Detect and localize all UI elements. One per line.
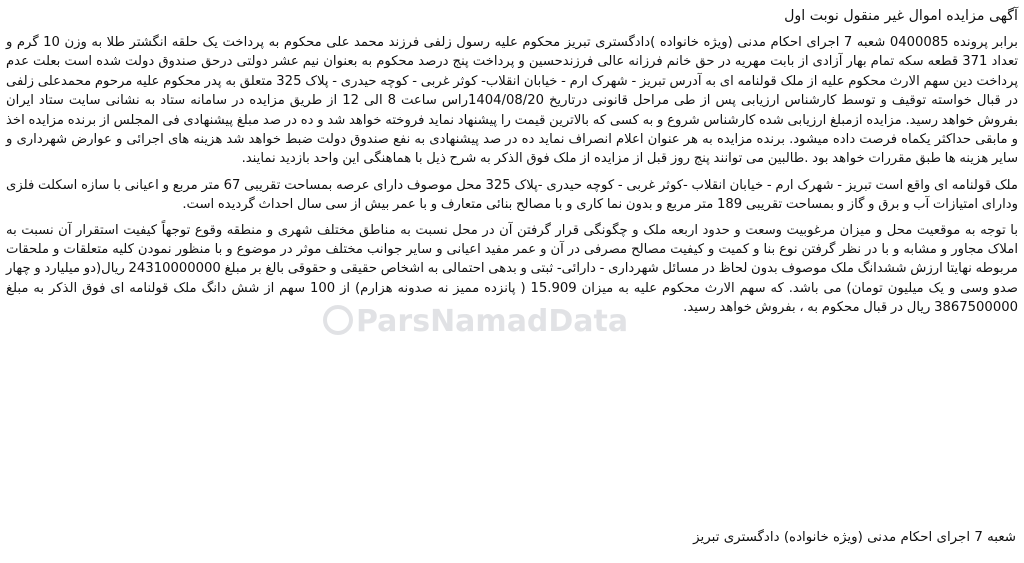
notice-paragraph-property-description: ملک قولنامه ای واقع است تبریز - شهرک ارم - خیابان انقلاب -کوثر غربی - کوچه حیدری -پلاک 325 محل موصوف دارای عرصه بمساحت تقریبی 67 متر مربع و اعیانی با سازه اسکلت فلزی ودارای امتیازات آب و برق و گاز و بمساحت تقریبی 189 متر مربع و بدون نما کاری و با مصالح بنائی متعارف و با عمر بیش از سی سال احداث گردیده است.	[6, 177, 1018, 213]
watermark-text: ParsNamadData	[356, 304, 629, 339]
notice-signature: شعبه 7 اجرای احکام مدنی (ویژه خانواده) دادگستری تبریز	[693, 530, 1016, 545]
notice-title: آگهی مزایده اموال غیر منقول نوبت اول	[784, 8, 1018, 24]
notice-paragraph-valuation: با توجه به موقعیت محل و میزان مرغوبیت وسعت و حدود اربعه ملک و چگونگی قرار گرفتن آن در محل نسبت به مناطق مختلف شهری و منطقه وقوع توجهاً کیفیت استقرار آن نسبت به املاک مجاور و مشابه و با در نظر گرفتن نوع بنا و کمیت و کیفیت مصالح مصرفی در آن و عمر مفید اعیانی و سایر جوانب مختلف موثر در موضوع و با منظور نمودن کلیه متعلقات و ملحقات مربوطه نهایتا ارزش ششدانگ ملک موصوف بدون لحاظ در مسائل شهرداری - دارائی- ثبتی و بدهی احتمالی به اشخاص حقیقی و حقوقی بالغ بر مبلغ 24310000000 ریال(دو میلیارد و چهار صدو وسی و یک میلیون تومان) می باشد. که سهم الارث محکوم علیه به میزان 15.909 ( پانزده ممیز نه صدونه هزارم) از 100 سهم از شش دانگ ملک قولنامه ای فوق الذکر به مبلغ 3867500000 ریال در قبال محکوم به ، بفروش خواهد رسید.	[6, 222, 1018, 316]
notice-paragraph-auction-terms: برابر پرونده 0400085 شعبه 7 اجرای احکام مدنی (ویژه خانواده )دادگستری تبریز محکوم علیه رسول زلفی فرزند محمد علی محکوم به پرداخت یک حلقه انگشتر طلا به وزن 10 گرم و تعداد 371 قطعه سکه تمام بهار آزادی از بابت مهریه در حق خانم فرزانه عالی فرزندحسین و پرداخت پنج درصد محکوم به بعنوان نیم عشر دولتی درحق صندوق دولت شده است بعلت عدم پرداخت دین سهم الارث محکوم علیه از ملک قولنامه ای به آدرس تبریز - شهرک ارم - خیابان انقلاب- کوثر غربی - کوچه حیدری - پلاک 325 متعلق به پدر محکوم علیه مرحوم محمدعلی زلفی در قبال خواسته توقیف و توسط کارشناس ارزیابی پس از طی مراحل قانونی درتاریخ 1404/08/20راس ساعت 8 الی 12 از طریق مزایده در سامانه ستاد به نشانی سایت ستاد ایران بفروش خواهد رسید. مزایده ازمبلغ ارزیابی شده کارشناس شروع و به کسی که بالاترین قیمت را پیشنهاد نماید فروخته خواهد شد و ده در صد مبلغ پیشنهادی فی المجلس از برنده مزایده اخذ و مابقی حداکثر یکماه فرصت داده میشود. برنده مزایده به هر عنوان اعلام انصراف نماید ده در صد پیشنهادی به نفع صندوق دولت ضبط خواهد شد هزینه های اجرائی و عوارض شهرداری و سایر هزینه ها طبق مقررات خواهد بود .طالبین می توانند پنج روز قبل از مزایده از ملک فوق الذکر به شرح ذیل با هماهنگی این واحد بازدید نمایند.	[6, 35, 1018, 167]
